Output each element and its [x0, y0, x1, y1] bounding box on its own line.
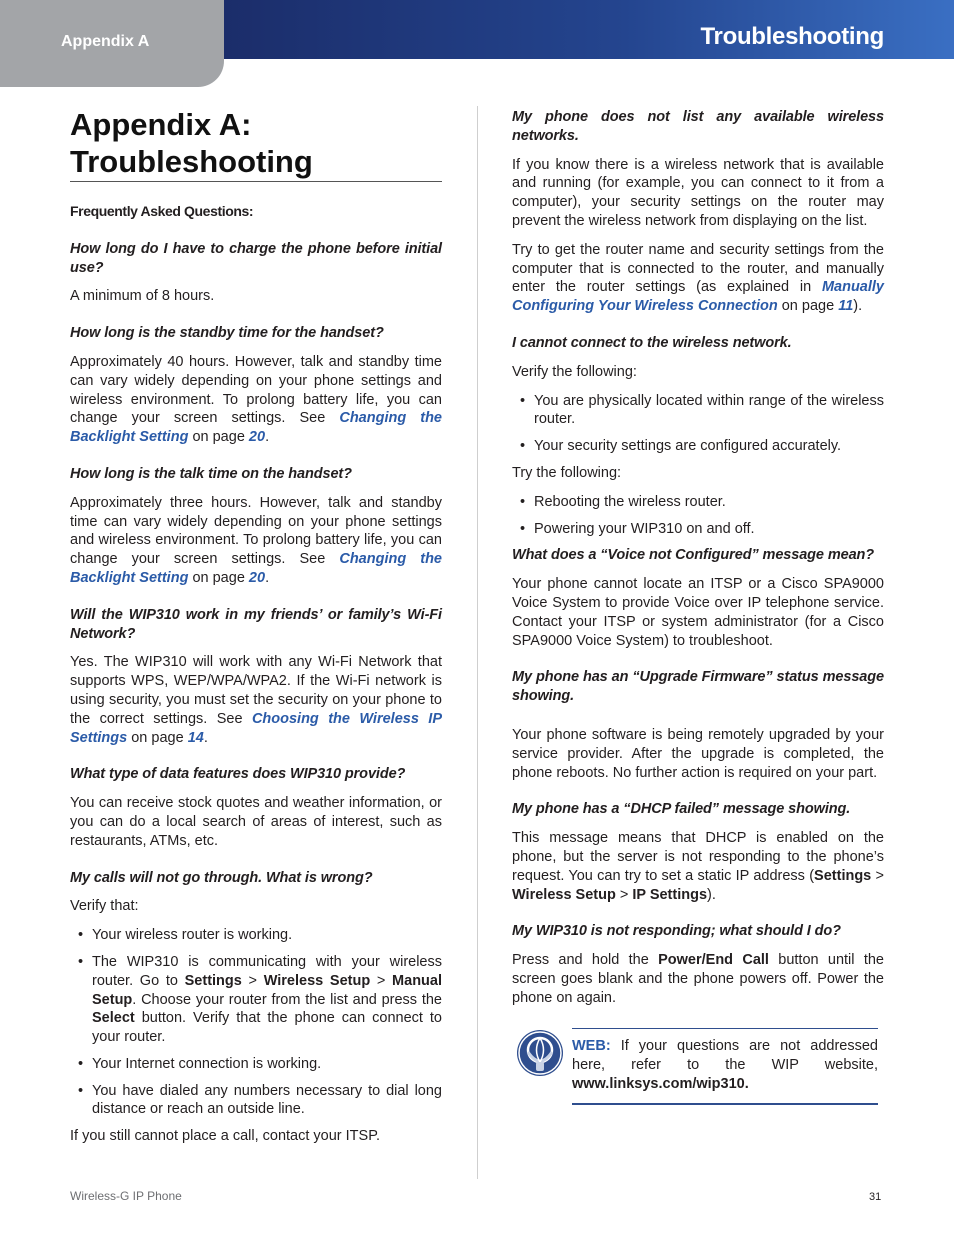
- answer-text: on page: [188, 429, 249, 446]
- item-text: . Choose your router from the list and press the: [132, 991, 442, 1008]
- faq-answer: [70, 494, 442, 588]
- list-item: • Your Internet connection is working.: [70, 1055, 442, 1074]
- faq-question: How long is the standby time for the handset?: [70, 325, 384, 342]
- faq-question: My phone has an “Upgrade Firmware” status message showing.: [512, 669, 884, 705]
- list-item: • You have dialed any numbers necessary to dial long distance or reach an outside line.: [70, 1082, 442, 1120]
- faq-question: What does a “Voice not Configured” message mean?: [512, 547, 875, 564]
- link-page-14[interactable]: 14: [187, 729, 204, 746]
- header-bar: [224, 0, 954, 59]
- faq-question: What type of data features does WIP310 provide?: [70, 766, 406, 783]
- faq-answer: [512, 241, 884, 316]
- menu-ip-settings: IP Settings: [632, 886, 708, 903]
- section-tab: [0, 0, 224, 87]
- page-title: [70, 106, 442, 182]
- list-item: • Your wireless router is working.: [70, 926, 442, 945]
- menu-wireless-setup: Wireless Setup: [263, 972, 371, 989]
- answer-text: Try to get the router name and security settings from the computer that is connected to the router, and manually enter the router settings (as explained in: [512, 241, 884, 296]
- answer-text: on page: [127, 729, 188, 746]
- faq-question: My phone does not list any available wireless networks.: [512, 109, 884, 144]
- link-choosing-wireless-ip[interactable]: Choosing the Wireless IP Settings: [70, 710, 442, 746]
- right-column: [512, 108, 884, 1017]
- menu-settings: Settings: [184, 972, 242, 989]
- link-page-20[interactable]: 20: [248, 429, 266, 446]
- menu-manual-setup: Manual Setup: [92, 972, 442, 1008]
- answer-text: on page: [188, 569, 249, 586]
- try-list: [512, 493, 884, 539]
- faq-answer: Verify the following:: [512, 363, 637, 380]
- faq-answer: A minimum of 8 hours.: [70, 288, 215, 305]
- answer-text: .: [265, 569, 270, 586]
- answer-text: >: [615, 886, 633, 903]
- answer-text: >: [871, 867, 884, 884]
- link-manually-configuring[interactable]: Manually Configuring Your Wireless Connection: [512, 279, 884, 315]
- faq-answer: [70, 653, 442, 747]
- item-text: >: [241, 972, 264, 989]
- faq-label: Frequently Asked Questions:: [70, 203, 254, 219]
- list-item: [70, 953, 442, 1047]
- linksys-website-link[interactable]: www.linksys.com/wip310: [572, 1075, 745, 1092]
- faq-question: My calls will not go through. What is wrong?: [70, 869, 373, 886]
- select-button-name: Select: [92, 1010, 135, 1027]
- answer-text: Yes. The WIP310 will work with any Wi-Fi Network that supports WPS, WEP/WPA/WPA2. If the Wi-Fi network is using security, you must set the security on your phone to the correct settings. See: [70, 654, 442, 727]
- answer-text: Approximately three hours. However, talk and standby time can vary widely depending on your phone settings and wireless environment. To prolong battery life, you can change your screen settings. See: [70, 494, 442, 568]
- link-changing-backlight[interactable]: Changing the Backlight Setting: [70, 551, 442, 586]
- left-column: [70, 200, 442, 1156]
- footer-page-number: 31: [869, 1191, 882, 1203]
- item-text: button. Verify that the phone can connect to your router.: [92, 1010, 442, 1046]
- link-page-20[interactable]: 20: [248, 569, 266, 586]
- faq-answer: Your phone cannot locate an ITSP or a Cisco SPA9000 Voice System to provide Voice over IP telephone service. Contact your ITSP or system administrator (for a Cisco SPA9000 Voice System) to troubleshoot.: [512, 576, 884, 649]
- faq-answer: [70, 353, 442, 447]
- list-item: • Rebooting the wireless router.: [512, 493, 884, 512]
- footer-product: Wireless-G IP Phone: [70, 1189, 182, 1203]
- menu-wireless-setup: Wireless Setup: [512, 886, 616, 903]
- faq-answer: You can receive stock quotes and weather information, or you can do a local search of areas of interest, such as restaurants, ATMs, etc.: [70, 795, 442, 849]
- answer-text: Press and hold the: [512, 952, 659, 969]
- faq-question: Will the WIP310 work in my friends’ or family’s Wi-Fi Network?: [70, 606, 442, 642]
- list-item: • Powering your WIP310 on and off.: [512, 520, 884, 539]
- answer-text: ).: [707, 886, 716, 903]
- list-item: • You are physically located within range of the wireless router.: [512, 392, 884, 430]
- faq-answer: If you still cannot place a call, contact your ITSP.: [70, 1128, 381, 1145]
- power-end-call-button-name: Power/End Call: [658, 952, 769, 969]
- header-title: Troubleshooting: [700, 23, 884, 50]
- section-tab-label: Appendix A: [61, 33, 150, 50]
- answer-text: ).: [853, 298, 863, 315]
- answer-text: Approximately 40 hours. However, talk and standby time can vary widely depending on your phone settings and wireless environment. To prolong battery life, you can change your screen settings. See: [70, 353, 442, 427]
- web-note-end: .: [744, 1075, 749, 1092]
- item-text: >: [370, 972, 393, 989]
- faq-question: I cannot connect to the wireless network.: [512, 334, 792, 351]
- answer-text: .: [203, 729, 208, 746]
- list-item: • Your security settings are configured accurately.: [512, 437, 884, 456]
- item-text: The WIP310 is communicating with your wireless router. Go to: [92, 953, 442, 989]
- link-page-11[interactable]: 11: [838, 298, 854, 315]
- verify-list: [512, 392, 884, 456]
- answer-text: on page: [777, 298, 839, 315]
- faq-answer: Try the following:: [512, 464, 622, 481]
- faq-question: How long do I have to charge the phone before initial use?: [70, 240, 442, 276]
- faq-answer: Verify that:: [70, 898, 139, 915]
- page-title-line1: Appendix A:: [70, 107, 252, 142]
- faq-question: My phone has a “DHCP failed” message showing.: [512, 801, 851, 818]
- web-note: [572, 1028, 878, 1105]
- faq-question: How long is the talk time on the handset?: [70, 465, 352, 482]
- web-globe-icon: [517, 1030, 563, 1076]
- answer-text: This message means that DHCP is enabled on the phone, but the server is not responding to the phone’s request. You can try to set a static IP address (: [512, 830, 884, 884]
- faq-question: My WIP310 is not responding; what should I do?: [512, 923, 841, 940]
- answer-text: button until the screen goes blank and the phone powers off. Power the phone on again.: [512, 952, 884, 1006]
- web-note-text: If your questions are not addressed here, refer to the WIP website,: [572, 1038, 878, 1073]
- faq-answer: If you know there is a wireless network that is available and running (for example, you can connect to it from a computer), your security settings on the router may prevent the wireless network from displaying on the list.: [512, 156, 884, 229]
- web-label: WEB:: [572, 1038, 611, 1054]
- faq-answer: [512, 951, 884, 1007]
- link-changing-backlight[interactable]: Changing the Backlight Setting: [70, 410, 442, 446]
- verify-list: [70, 926, 442, 1119]
- faq-answer: Your phone software is being remotely upgraded by your service provider. After the upgrade is completed, the phone reboots. No further action is required on your part.: [512, 726, 884, 781]
- page-title-line2: Troubleshooting: [70, 144, 313, 179]
- answer-text: .: [265, 429, 270, 446]
- column-divider: [477, 106, 478, 1179]
- menu-settings: Settings: [814, 867, 872, 884]
- faq-answer: [512, 829, 884, 904]
